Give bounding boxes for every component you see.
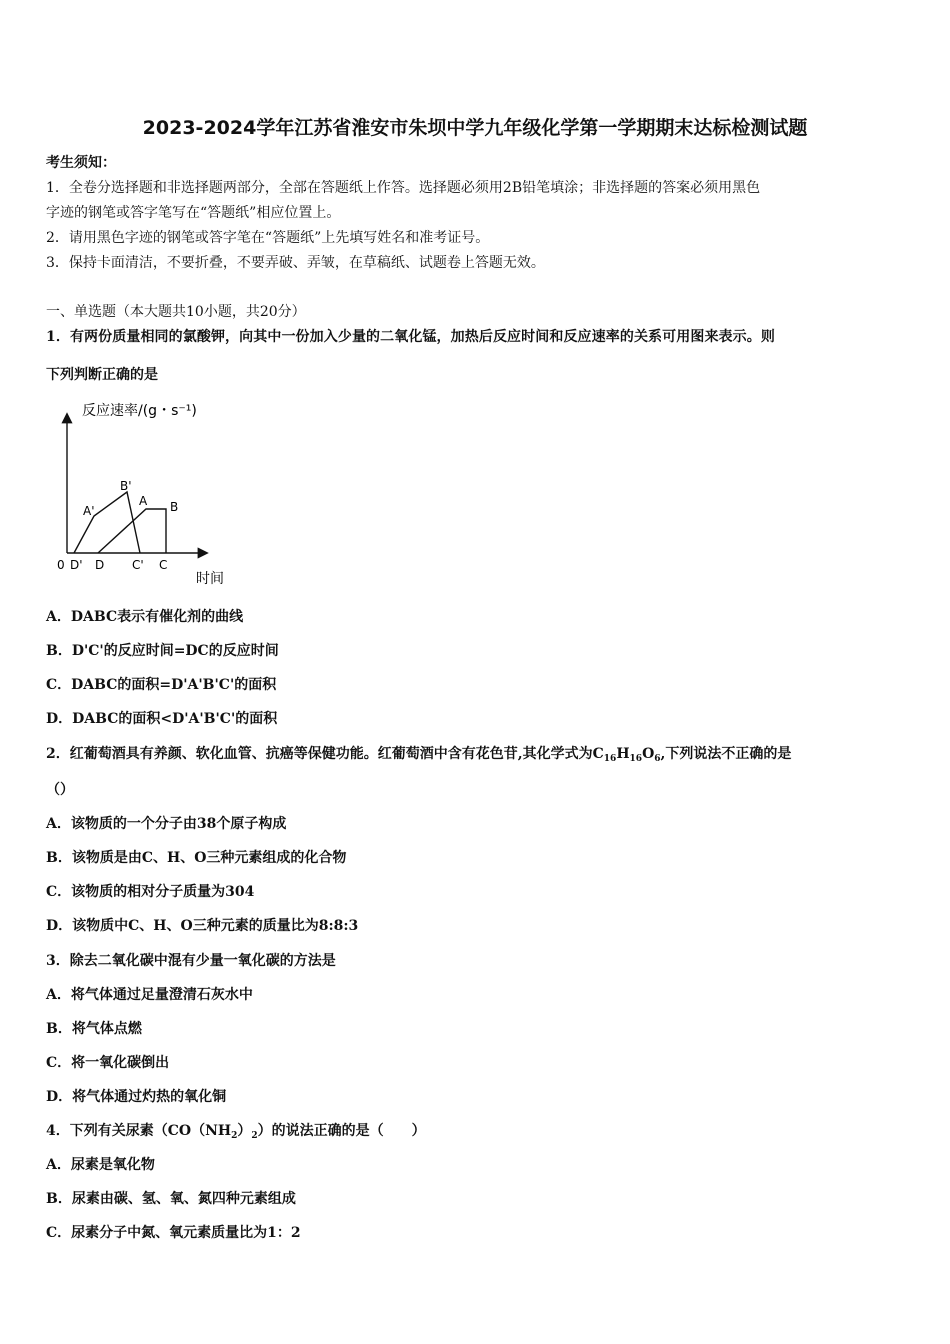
point-label-a-prime: A' <box>83 504 95 518</box>
q1-rate-time-figure <box>50 395 240 595</box>
q3-option-c: C．将一氧化碳倒出 <box>46 1055 170 1071</box>
point-label-d: D <box>95 558 105 572</box>
origin-label: 0 <box>57 558 65 572</box>
page-title: 2023-2024学年江苏省淮安市朱坝中学九年级化学第一学期期末达标检测试题 <box>142 117 808 139</box>
q2-option-c: C．该物质的相对分子质量为304 <box>46 884 255 900</box>
section-heading: 一、单选题（本大题共10小题，共20分） <box>46 304 306 320</box>
q2-option-d: D．该物质中C、H、O三种元素的质量比为8:8:3 <box>46 918 359 934</box>
notice-line-3: 2．请用黑色字迹的钢笔或答字笔在“答题纸”上先填写姓名和准考证号。 <box>46 230 490 246</box>
q1-option-a: A．DABC表示有催化剂的曲线 <box>46 609 244 625</box>
point-label-d-prime: D' <box>70 558 83 572</box>
q1-option-c: C．DABC的面积=D'A'B'C'的面积 <box>46 677 277 693</box>
notice-line-2: 字迹的钢笔或答字笔写在“答题纸”相应位置上。 <box>46 205 341 221</box>
q3-option-b: B．将气体点燃 <box>46 1021 142 1037</box>
x-axis-label: 时间 <box>196 571 224 587</box>
q2-formula: $C_{16}H_{16}O_6$ <box>592 746 661 764</box>
y-axis-label: 反应速率/(g・s⁻¹) <box>82 403 197 419</box>
q1-option-d: D．DABC的面积<D'A'B'C'的面积 <box>46 711 278 727</box>
q2-stem-line-1 <box>46 743 791 763</box>
point-label-c-prime: C' <box>132 558 144 572</box>
q1-option-b: B．D'C'的反应时间=DC的反应时间 <box>46 643 279 659</box>
q4-option-a: A．尿素是氧化物 <box>46 1157 155 1173</box>
point-label-b-prime: B' <box>120 479 132 493</box>
q3-option-a: A．将气体通过足量澄清石灰水中 <box>46 987 253 1003</box>
q2-stem-after: ,下列说法不正确的是 <box>660 746 792 762</box>
point-label-b: B <box>170 500 179 514</box>
q4-option-c: C．尿素分子中氮、氧元素质量比为1：2 <box>46 1225 301 1241</box>
q2-option-b: B．该物质是由C、H、O三种元素组成的化合物 <box>46 850 347 866</box>
q1-stem-line-2: 下列判断正确的是 <box>46 367 158 383</box>
q1-stem-line-1: 1．有两份质量相同的氯酸钾，向其中一份加入少量的二氧化锰，加热后反应时间和反应速率的关系可用图来表示。则 <box>46 329 775 345</box>
q3-stem: 3．除去二氧化碳中混有少量一氧化碳的方法是 <box>46 953 336 969</box>
notice-line-1: 1．全卷分选择题和非选择题两部分，全部在答题纸上作答。选择题必须用2B铅笔填涂；非选择题的答案必须用黑色 <box>46 180 761 196</box>
point-label-a: A <box>139 494 148 508</box>
q2-option-a: A．该物质的一个分子由38个原子构成 <box>46 816 287 832</box>
notice-heading: 考生须知： <box>46 155 116 171</box>
q2-stem-before: 2．红葡萄酒具有养颜、软化血管、抗癌等保健功能。红葡萄酒中含有花色苷,其化学式为 <box>46 746 593 762</box>
point-label-c: C <box>159 558 168 572</box>
q2-stem-line-2: （） <box>46 782 74 798</box>
q4-stem: 4．下列有关尿素$(CO(NH_2)_2)$的说法正确的是（ ） <box>46 1123 426 1141</box>
q3-option-d: D．将气体通过灼热的氧化铜 <box>46 1089 227 1105</box>
notice-line-4: 3．保持卡面清洁，不要折叠，不要弄破、弄皱，在草稿纸、试题卷上答题无效。 <box>46 255 545 271</box>
q4-option-b: B．尿素由碳、氢、氧、氮四种元素组成 <box>46 1191 296 1207</box>
